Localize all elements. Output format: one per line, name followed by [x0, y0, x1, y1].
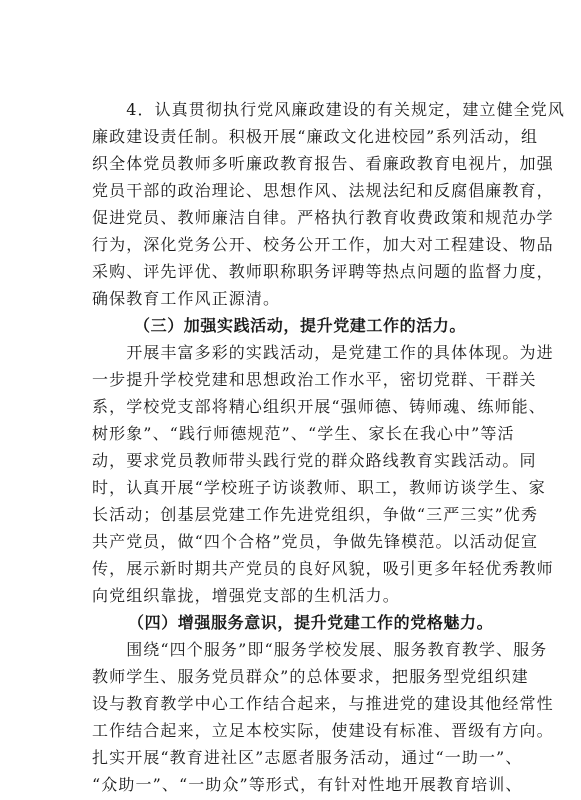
- text-line: 时，认真开展“学校班子访谈教师、职工，教师访谈学生、家: [92, 478, 546, 497]
- text-line: 确保教育工作风正源清。: [92, 289, 281, 308]
- text-line: 一步提升学校党建和思想政治工作水平，密切党群、干群关: [92, 370, 537, 389]
- text-line: 围绕“四个服务”即“服务学校发展、服务教育教学、服务: [92, 640, 548, 659]
- text-line: 廉政建设责任制。积极开展“廉政文化进校园”系列活动，组: [92, 127, 539, 146]
- text-line: 促进党员、教师廉洁自律。严格执行教育收费政策和规范办学: [92, 208, 554, 227]
- text-line: 动，要求党员教师带头践行党的群众路线教育实践活动。同: [92, 451, 537, 470]
- text-line: 扎实开展“教育进社区”志愿者服务活动，通过“一助一”、: [92, 748, 523, 767]
- text-line: 采购、评先评优、教师职称职务评聘等热点问题的监督力度，: [92, 262, 554, 281]
- text-line: 共产党员，做“四个合格”党员，争做先锋模范。以活动促宣: [92, 532, 539, 551]
- text-line: 设与教育教学中心工作结合起来，与推进党的建设其他经常性: [92, 694, 554, 713]
- section-heading-practice: （三）加强实践活动，提升党建工作的活力。: [134, 316, 467, 335]
- text-line: 工作结合起来，立足本校实际，使建设有标准、晋级有方向。: [92, 721, 554, 740]
- text-line: 向党组织靠拢，增强党支部的生机活力。: [92, 586, 400, 605]
- text-line: 传，展示新时期共产党员的良好风貌，吸引更多年轻优秀教师: [92, 559, 554, 578]
- text-line: 织全体党员教师多听廉政教育报告、看廉政教育电视片，加强: [92, 154, 554, 173]
- paragraph-service-awareness: [92, 636, 554, 798]
- text-line: 教师学生、服务党员群众”的总体要求，把服务型党组织建: [92, 667, 529, 686]
- text-line: 长活动；创基层党建工作先进党组织，争做“三严三实”优秀: [92, 505, 539, 524]
- text-line: 系，学校党支部将精心组织开展“强师德、铸师魂、练师能、: [92, 397, 546, 416]
- paragraph-party-discipline: [92, 96, 565, 312]
- text-line: 党员干部的政治理论、思想作风、法规法纪和反腐倡廉教育，: [92, 181, 554, 200]
- text-line: 开展丰富多彩的实践活动，是党建工作的具体体现。为进: [92, 343, 554, 362]
- text-line: 4．认真贯彻执行党风廉政建设的有关规定，建立健全党风: [92, 100, 565, 119]
- text-line: 树形象”、“践行师德规范”、“学生、家长在我心中”等活: [92, 424, 515, 443]
- text-line: 行为，深化党务公开、校务公开工作，加大对工程建设、物品: [92, 235, 554, 254]
- section-heading-service: （四）增强服务意识，提升党建工作的党格魅力。: [128, 613, 494, 632]
- paragraph-practice-activities: [92, 339, 554, 609]
- text-line: “众助一”、“一助众”等形式，有针对性地开展教育培训、: [92, 775, 523, 794]
